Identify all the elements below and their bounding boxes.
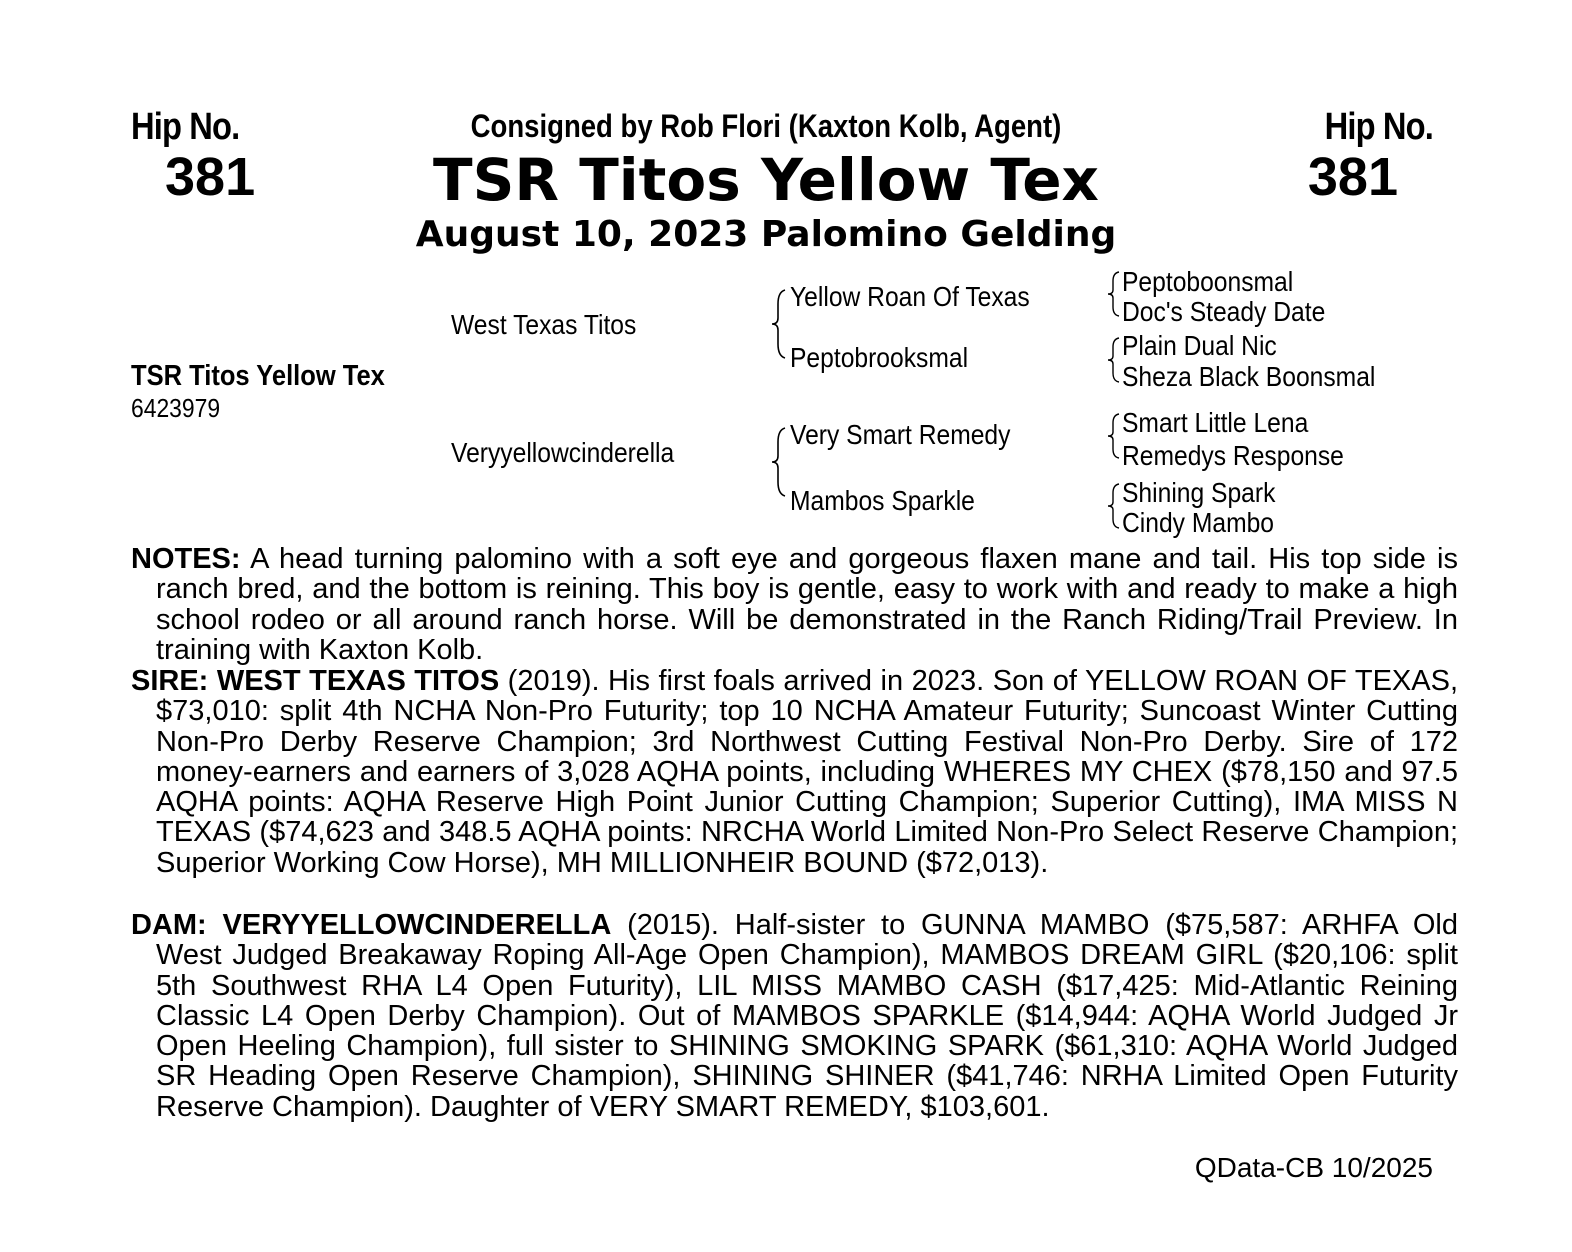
great-grandparent: Peptoboonsmal	[1122, 266, 1294, 297]
sire-label: SIRE: WEST TEXAS TITOS	[131, 665, 500, 697]
sire-name: West Texas Titos	[451, 309, 637, 340]
dam-text: (2015). Half-sister to GUNNA MAMBO ($75,587: ARHFA Old West Judged Breakaway Roping All-Age Open Champion), MAMBOS DREAM GIRL ($20,106: split 5th Southwest RHA L4 Open Futurity), LIL MISS MAMBO CASH ($17,425: Mid-Atlantic Reining Classic L4 Open Derby Champion). Out of MAMBOS SPARKLE ($14,944: AQHA World Judged Jr Open Heeling Champion), full sister to SHINING SMOKING SPARK ($61,310: AQHA World Judged SR Heading Open Reserve Champion), SHINING SHINER ($41,746: NRHA Limited Open Futurity Reserve Champion). Daughter of VERY SMART REMEDY, $103,601.	[156, 909, 1458, 1123]
great-grandparent: Shining Spark	[1122, 477, 1276, 508]
great-grandparent: Sheza Black Boonsmal	[1122, 361, 1376, 392]
ggp-bracket-1	[1106, 270, 1122, 323]
hip-number-left: 381	[165, 147, 256, 207]
great-grandparent: Plain Dual Nic	[1122, 330, 1277, 361]
sire-dam-name: Peptobrooksmal	[790, 342, 969, 373]
great-grandparent: Smart Little Lena	[1122, 407, 1309, 438]
sire-sire-name: Yellow Roan Of Texas	[790, 281, 1030, 312]
sire-text: (2019). His first foals arrived in 2023. Son of YELLOW ROAN OF TEXAS, $73,010: split 4th NCHA Non-Pro Futurity; top 10 NCHA Amateur Futurity; Suncoast Winter Cutting Non-Pro Derby Reserve Champion; 3rd Northwest Cutting Festival Non-Pro Derby. Sire of 172 money-earners and earners of 3,028 AQHA points, including WHERES MY CHEX ($78,150 and 97.5 AQHA points: AQHA Reserve High Point Junior Cutting Champion; Superior Cutting), IMA MISS N TEXAS ($74,623 and 348.5 AQHA points: NRCHA World Limited Non-Pro Select Reserve Champion; Superior Working Cow Horse), MH MILLIONHEIR BOUND ($72,013).	[156, 665, 1459, 879]
great-grandparent: Cindy Mambo	[1122, 507, 1275, 538]
dam-paragraph	[131, 910, 1458, 1122]
ggp-bracket-4	[1106, 482, 1122, 535]
registration-number: 6423979	[131, 393, 221, 423]
great-grandparent: Remedys Response	[1122, 440, 1344, 471]
notes-text: A head turning palomino with a soft eye and gorgeous flaxen mane and tail. His top side is ranch bred, and the bottom is reining. This boy is gentle, easy to work with and ready to make a high school rodeo or all around ranch horse. Will be demonstrated in the Ranch Riding/Trail Preview. In training with Kaxton Kolb.	[156, 543, 1458, 666]
great-grandparent: Doc's Steady Date	[1122, 296, 1326, 327]
dam-label: DAM: VERYYELLOWCINDERELLA	[131, 909, 612, 941]
horse-name-title: TSR Titos Yellow Tex	[433, 146, 1099, 214]
foal-info: August 10, 2023 Palomino Gelding	[415, 214, 1117, 255]
consignor-line: Consigned by Rob Flori (Kaxton Kolb, Agent)	[470, 108, 1062, 144]
hip-number-right: 381	[1307, 147, 1398, 207]
subject-name: TSR Titos Yellow Tex	[131, 360, 385, 392]
hip-label-right: Hip No.	[1324, 106, 1433, 148]
data-source-code: QData-CB 10/2025	[1194, 1152, 1433, 1183]
ggp-bracket-2	[1106, 336, 1122, 389]
dam-dam-name: Mambos Sparkle	[790, 485, 975, 516]
dam-bracket	[770, 426, 788, 503]
dam-sire-name: Very Smart Remedy	[790, 419, 1011, 450]
ggp-bracket-3	[1106, 412, 1122, 465]
dam-name: Veryyellowcinderella	[451, 437, 675, 468]
sire-bracket	[770, 288, 788, 365]
notes-label: NOTES:	[131, 543, 241, 575]
notes-paragraph	[131, 544, 1458, 665]
hip-label-left: Hip No.	[131, 106, 240, 148]
sire-paragraph	[131, 666, 1458, 878]
